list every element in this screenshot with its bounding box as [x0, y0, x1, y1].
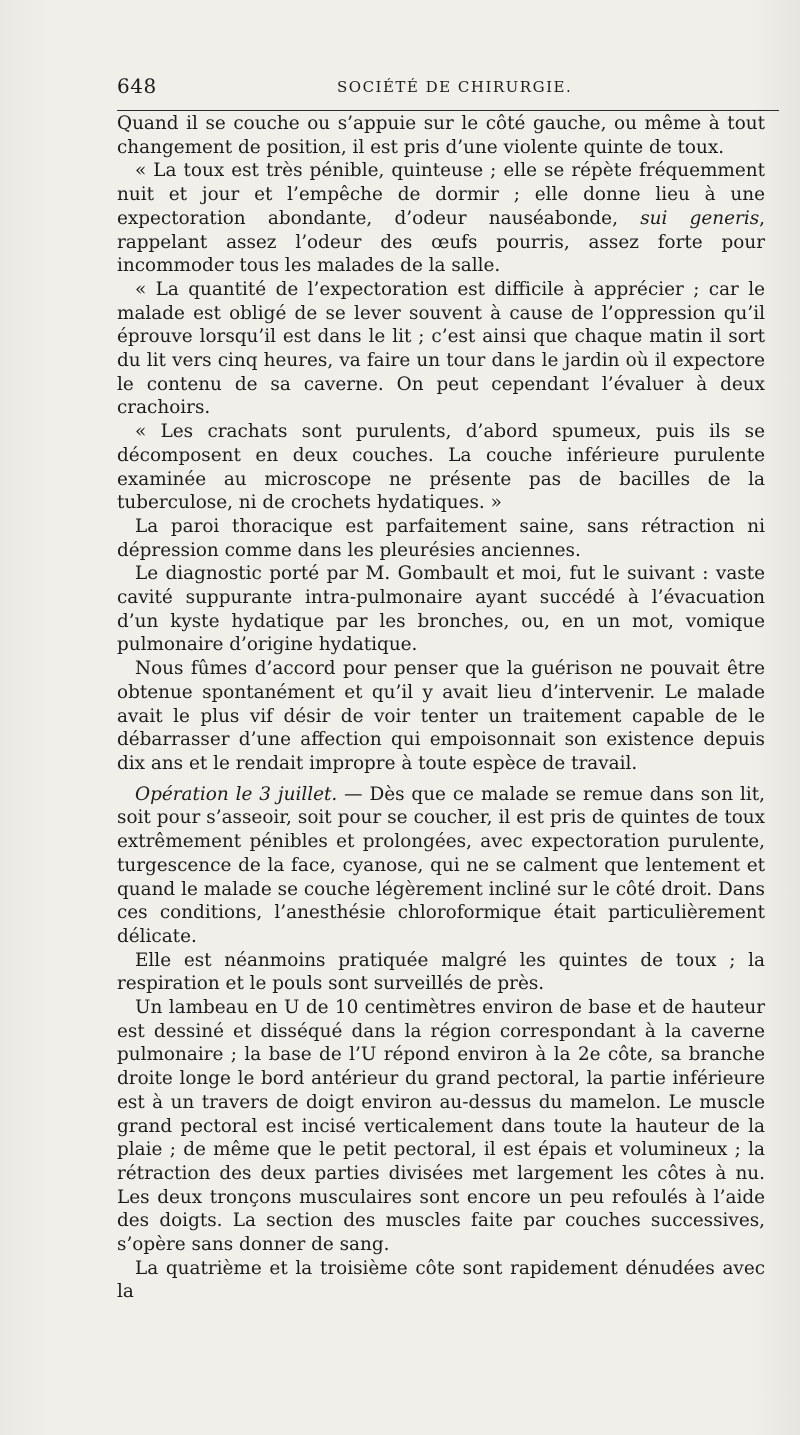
- paragraph-9: Elle est néanmoins pratiquée malgré les quintes de toux ; la respiration et le pouls sont surveillés de près.: [117, 949, 765, 995]
- paragraph-operation: Opération le 3 juillet. — Dès que ce malade se remue dans son lit, soit pour s’asseoir, soit pour se coucher, il est pris de quintes de toux extrêmement pénibles et prolongées, avec expectoration purulente, turgescence de la face, cyanose, qui ne se calment que lentement et quand le malade se couche légèrement incliné sur le côté droit. Dans ces conditions, l’anesthésie chloroformique était particulièrement délicate.: [117, 783, 765, 947]
- paragraph-5: La paroi thoracique est parfaitement saine, sans rétraction ni dépression comme dans les pleurésies anciennes.: [117, 515, 765, 561]
- paragraph-2: « La toux est très pénible, quinteuse ; elle se répète fréquemment nuit et jour et l’empêche de dormir ; elle donne lieu à une expectoration abondante, d’odeur nauséabonde, sui generis, rappelant assez l’odeur des œufs pourris, assez forte pour incommoder tous les malades de la salle.: [117, 160, 765, 277]
- page-number: 648: [117, 74, 157, 98]
- running-head: SOCIÉTÉ DE CHIRURGIE.: [337, 78, 573, 96]
- paragraph-3: « La quantité de l’expectoration est difficile à apprécier ; car le malade est obligé de se lever souvent à cause de l’oppression qu’il éprouve lorsqu’il est dans le lit ; c’est ainsi que chaque matin il sort du lit vers cinq heures, va faire un tour dans le jardin où il expectore le contenu de sa caverne. On peut cependant l’évaluer à deux crachoirs.: [117, 278, 765, 419]
- header-rule: [117, 110, 779, 111]
- paragraph-1: Quand il se couche ou s’appuie sur le côté gauche, ou même à tout changement de position, il est pris d’une violente quinte de toux.: [117, 113, 765, 158]
- paragraph-10: Un lambeau en U de 10 centimètres environ de base et de hauteur est dessiné et disséqué dans la région correspondant à la caverne pulmonaire ; la base de l’U répond environ à la 2e côte, sa branche droite longe le bord antérieur du grand pectoral, la partie inférieure est à un travers de doigt environ au-dessus du mamelon. Le muscle grand pectoral est incisé verticalement dans toute la hauteur de la plaie ; de même que le petit pectoral, il est épais et volumineux ; la rétraction des deux parties divisées met largement les côtes à nu. Les deux tronçons musculaires sont encore un peu refoulés à l’aide des doigts. La section des muscles faite par couches successives, s’opère sans donner de sang.: [117, 997, 765, 1256]
- paragraph-7: Nous fûmes d’accord pour penser que la guérison ne pouvait être obtenue spontanément et qu’il y avait lieu d’intervenir. Le malade avait le plus vif désir de voir tenter un traitement capable de le débarrasser d’une affection qui empoisonnait son existence depuis dix ans et le rendait impropre à toute espèce de travail.: [117, 658, 765, 774]
- paragraph-4: « Les crachats sont purulents, d’abord spumeux, puis ils se décomposent en deux couches. La couche inférieure purulente examinée au microscope ne présente pas de bacilles de la tuberculose, ni de crochets hydatiques. »: [117, 421, 765, 514]
- page-header: [117, 72, 779, 108]
- body-text: [117, 112, 765, 1304]
- paragraph-11: La quatrième et la troisième côte sont rapidement dénudées avec la: [117, 1257, 765, 1303]
- paragraph-6: Le diagnostic porté par M. Gombault et moi, fut le suivant : vaste cavité suppurante intra-pulmonaire ayant succédé à l’évacuation d’un kyste hydatique par les bronches, ou, en un mot, vomique pulmonaire d’origine hydatique.: [117, 563, 765, 656]
